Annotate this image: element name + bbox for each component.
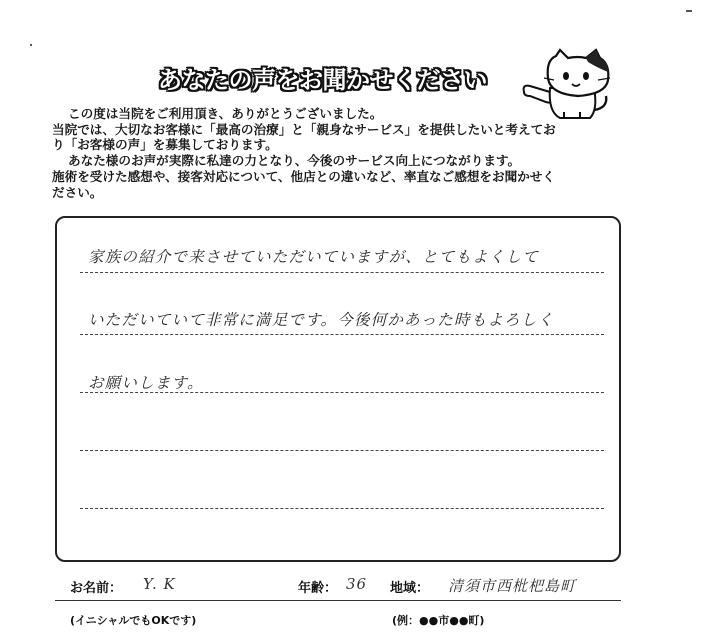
comment-rule [80, 334, 604, 335]
region-value: 清須市西枇杷島町 [448, 577, 577, 595]
footer-rule [55, 600, 621, 601]
intro-line: 当院では、大切なお客様に「最高の治療」と「親身なサービス」を提供したいと考えてお [52, 121, 556, 137]
name-label: お名前： [70, 581, 123, 596]
name-note: (イニシャルでもOKです) [70, 614, 197, 627]
scan-speck [30, 44, 32, 46]
intro-line: ださい。 [52, 184, 103, 200]
age-value: 36 [346, 575, 368, 593]
intro-line: あなた様のお声が実際に私達の力となり、今後のサービス向上につながります。 [68, 153, 521, 169]
comment-line: いただいていて非常に満足です。今後何かあった時もよろしく [88, 311, 555, 329]
intro-text [52, 106, 632, 200]
scan-speck [686, 10, 692, 12]
region-label: 地域： [390, 581, 430, 596]
region-note: (例：●●市●●町) [392, 614, 485, 627]
name-value: Y. K [143, 575, 176, 593]
intro-line: り「お客様の声」を募集しております。 [52, 137, 278, 153]
comment-line: お願いします。 [88, 374, 204, 392]
comment-rule [80, 508, 604, 509]
comment-line: 家族の紹介で来させていただいていますが、とてもよくして [88, 248, 539, 266]
age-label: 年齢： [298, 581, 338, 596]
comment-rule [80, 272, 604, 273]
page-title: あなたの声をお聞かせください [158, 66, 487, 94]
comment-rule [80, 392, 604, 393]
comment-rule [80, 450, 604, 451]
intro-line: 施術を受けた感想や、接客対応について、他店との違いなど、率直なご感想をお聞かせく [52, 168, 555, 184]
intro-line: この度は当院をご利用頂き、ありがとうございました。 [68, 106, 383, 121]
